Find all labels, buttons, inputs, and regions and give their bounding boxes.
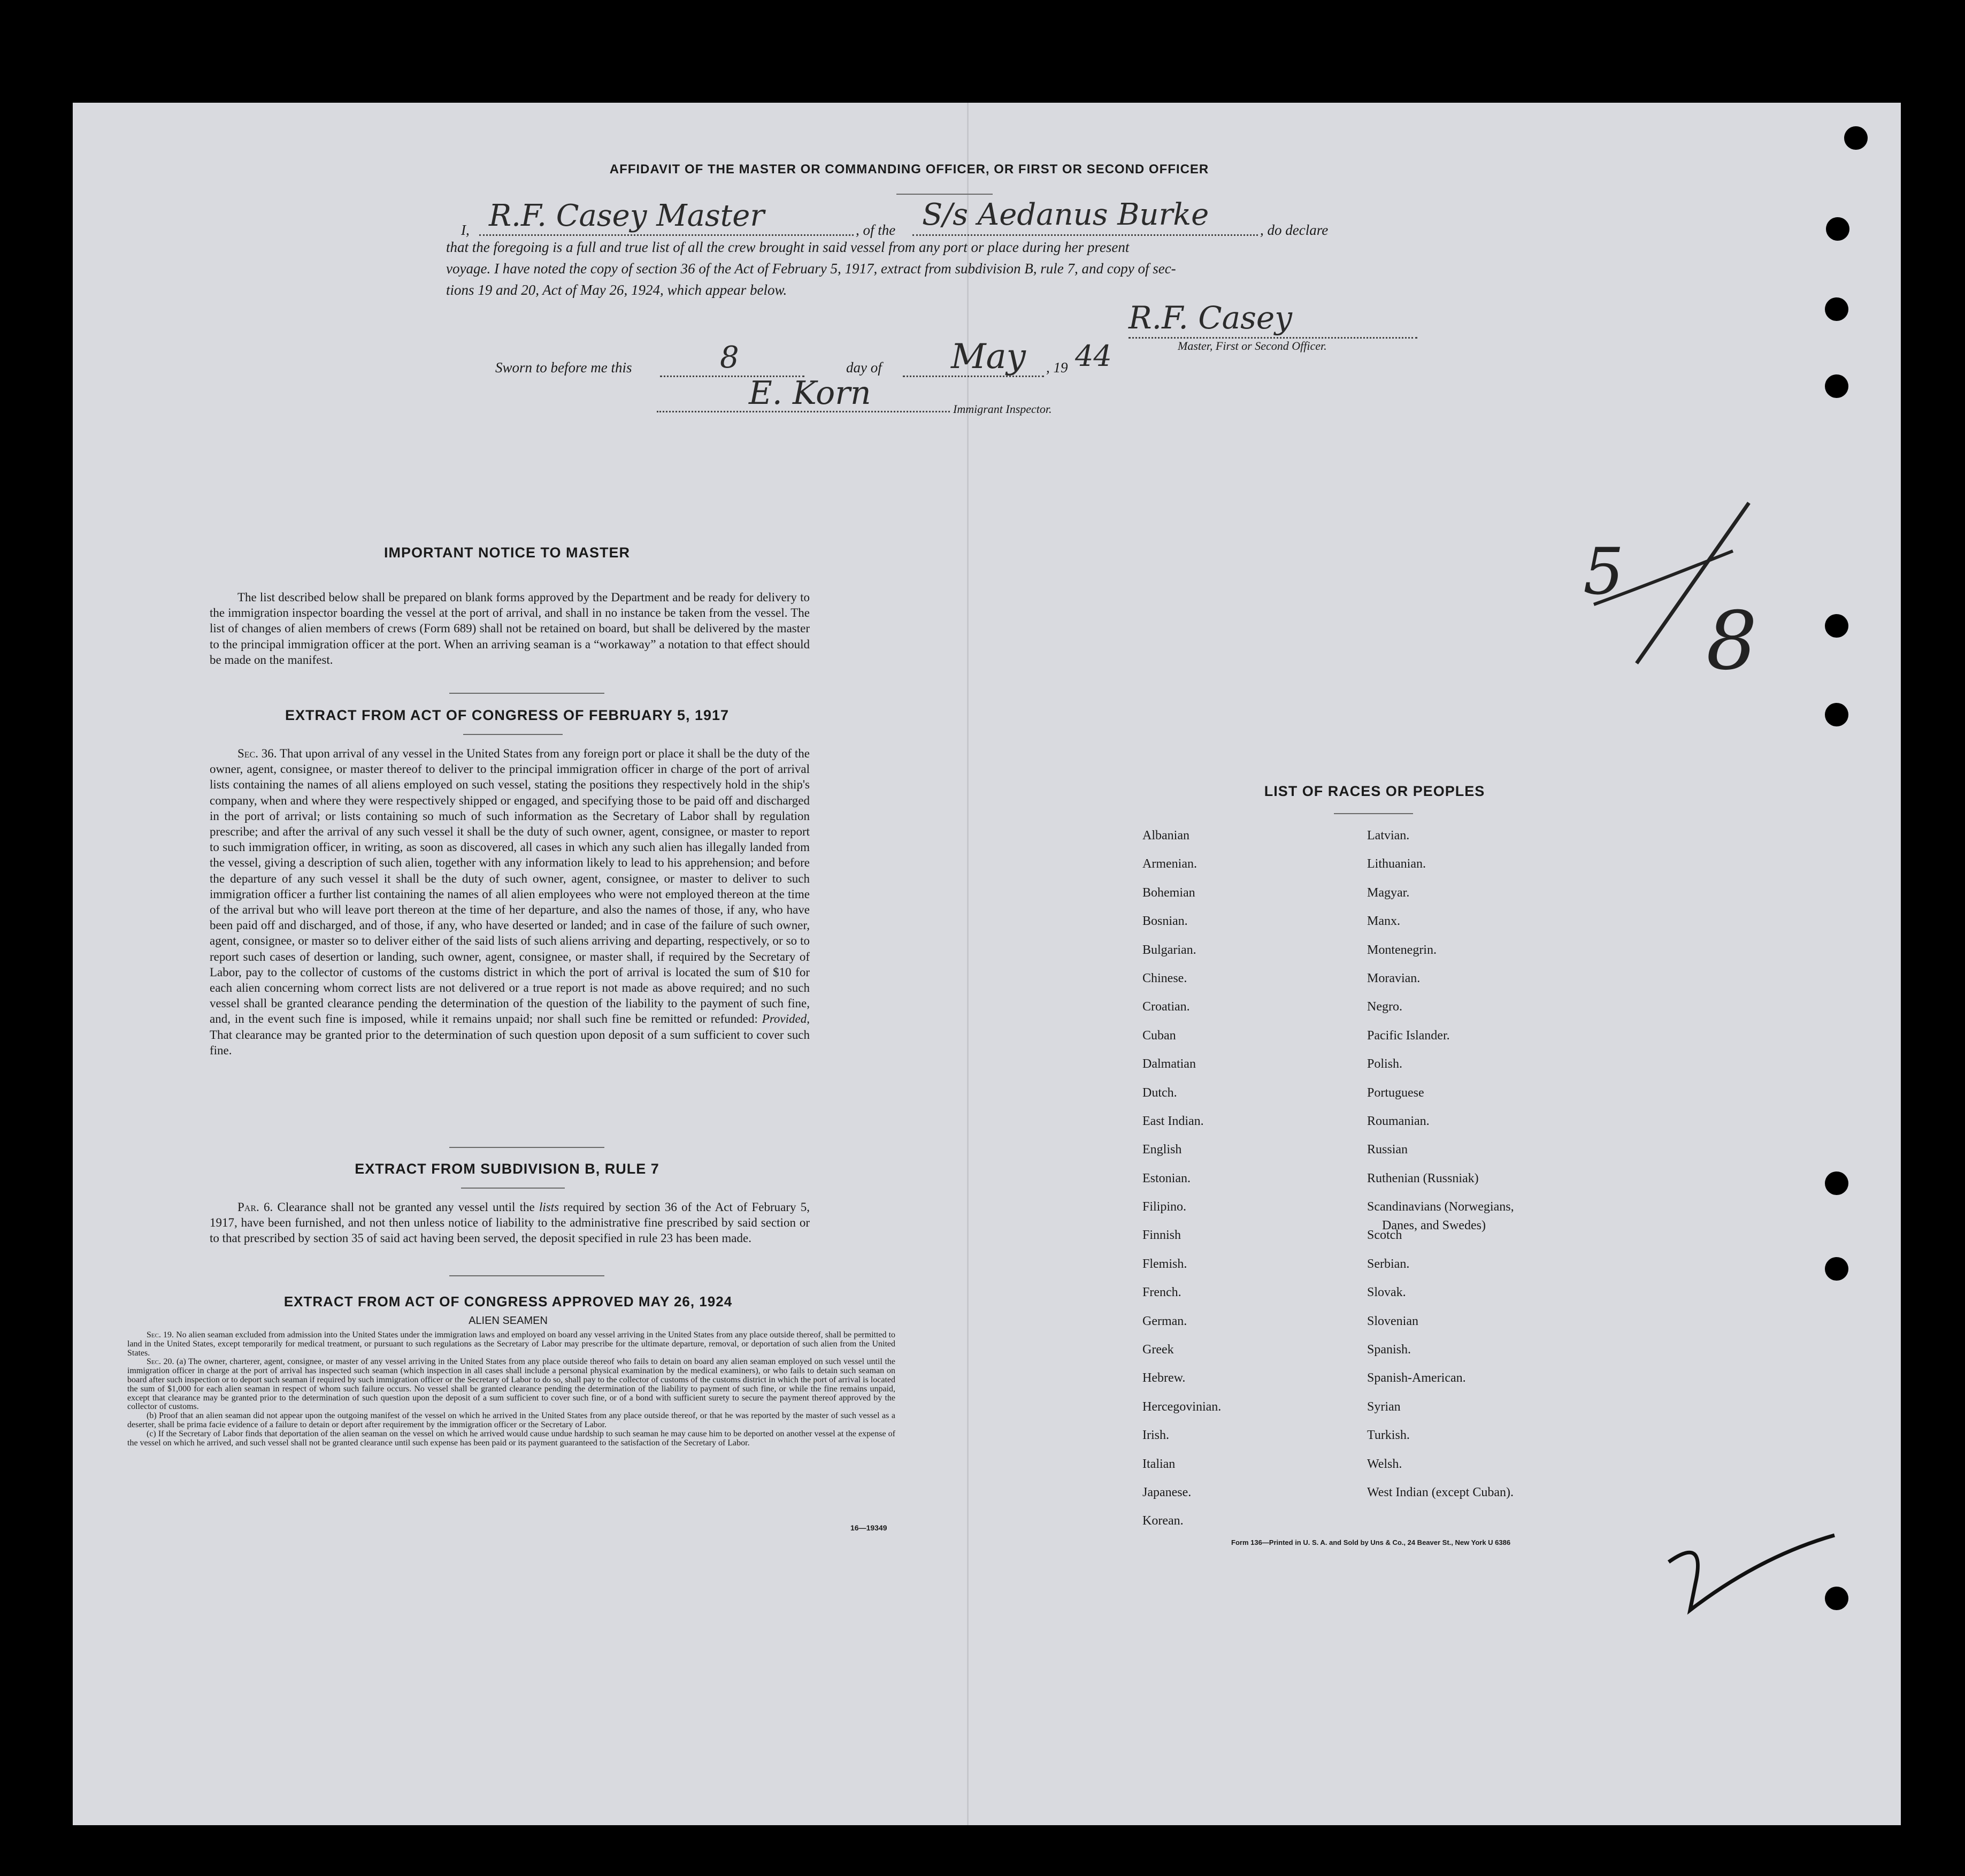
sworn-prefix: Sworn to before me this <box>495 359 632 376</box>
races-title: LIST OF RACES OR PEOPLES <box>1264 783 1485 799</box>
race-item: Finnish <box>1142 1228 1181 1243</box>
section-label: Sec. 36. <box>237 747 277 760</box>
race-item: Russian <box>1367 1143 1408 1157</box>
extract-1917-title: EXTRACT FROM ACT OF CONGRESS OF FEBRUARY 5, 1917 <box>285 707 730 723</box>
sworn-day: 8 <box>720 340 739 375</box>
extract-1924-title: EXTRACT FROM ACT OF CONGRESS APPROVED MAY 26, 1924 <box>283 1293 733 1310</box>
handwritten-fraction <box>1572 492 1797 685</box>
race-item: Bulgarian. <box>1142 943 1196 957</box>
divider <box>449 1147 604 1148</box>
race-item: Slovenian <box>1367 1314 1418 1328</box>
race-item: Estonian. <box>1142 1171 1191 1185</box>
race-item: Flemish. <box>1142 1257 1187 1271</box>
divider <box>449 693 604 694</box>
declaration-line: voyage. I have noted the copy of section 36 of the Act of February 5, 1917, extract from subdivision B, rule 7, and copy of sec- <box>446 261 1176 277</box>
race-item: Hercegovinian. <box>1142 1399 1222 1414</box>
race-item: Syrian <box>1367 1399 1401 1414</box>
binder-hole <box>1826 217 1849 241</box>
vessel-name-handwritten: S/s Aedanus Burke <box>922 197 1209 232</box>
race-item: West Indian (except Cuban). <box>1367 1485 1514 1499</box>
inspector-caption: Immigrant Inspector. <box>953 402 1052 416</box>
race-item: Spanish-American. <box>1367 1371 1466 1385</box>
race-item: Albanian <box>1142 829 1189 843</box>
race-item: Welsh. <box>1367 1457 1402 1471</box>
race-item: Croatian. <box>1142 1000 1190 1014</box>
race-item: Bohemian <box>1142 885 1195 900</box>
extract-rule7-text: Par. 6. Clearance shall not be granted any vessel until the lists required by section 36 of the Act of February 5, 1917, have been furnished, and not then unless notice of liability to the administrative fine prescribed by said section or to that prescribed by section 35 of said act having been served, the deposit specified in rule 23 has been made. <box>210 1200 810 1245</box>
race-item: Italian <box>1142 1457 1176 1471</box>
extract-1924-text: Sec. 19. No alien seaman excluded from admission into the United States under the immigration laws and employed on board any vessel arriving in the United States from any place outside thereof, shall be permitted to land in the United States, except temporarily for medical treatment, or pursuant to such regulations as the Secretary of Labor may prescribe for the ultimate departure, removal, or deportation of such alien from the United States. Sec. 20. (a) The owner, charterer, agent, consignee, or master of any vessel arriving in the United States from any place outside thereof who fails to detain on board any alien seaman employed on such vessel until the immigration officer in charge at the port of arrival has inspected such seaman (which inspection in all cases shall include a personal physical examination by the medical examiners), or who fails to detain such seaman on board after such inspection or to deport such seaman if required by such immigration officer or the Secretary of Labor to do so, shall pay to the collector of customs of the customs district in which the port of arrival is located the sum of $1,000 for each alien seaman in respect of whom such failure occurs. No vessel shall be granted clearance pending the determination of the liability to payment of such fine, or while the fine remains unpaid, except that clearance may be granted prior to the determination of such question upon the deposit of a sum sufficient to cover such fine, or of a bond with sufficient surety to secure the payment thereof approved by the collector of customs. (b) Proof that an alien seaman did not appear upon the outgoing manifest of the vessel on which he arrived in the United States from any place outside thereof, or that he was reported by the master of such vessel as a deserter, shall be prima facie evidence of a failure to detain or deport after requirement by the immigration officer or the Secretary of Labor. (c) If the Secretary of Labor finds that deportation of the alien seaman on the vessel on which he arrived would cause undue hardship to such seaman he may cause him to be deported on another vessel at the expense of the vessel on which he arrived, and such vessel shall not be granted clearance until such expense has been paid or its payment guaranteed to the satisfaction of the Secretary of Labor. <box>127 1330 896 1448</box>
extract-rule7-title: EXTRACT FROM SUBDIVISION B, RULE 7 <box>355 1161 659 1177</box>
race-item: Scotch <box>1367 1228 1402 1243</box>
race-item: Scandinavians (Norwegians, <box>1367 1200 1514 1214</box>
year-prefix: , 19 <box>1046 359 1068 376</box>
divider <box>896 194 993 195</box>
race-item: French. <box>1142 1285 1181 1300</box>
sworn-year: 44 <box>1075 339 1112 373</box>
divider <box>1334 813 1413 814</box>
race-item: English <box>1142 1143 1182 1157</box>
race-item: Montenegrin. <box>1367 943 1437 957</box>
printer-line: Form 136—Printed in U. S. A. and Sold by Uns & Co., 24 Beaver St., New York U 6386 <box>1231 1538 1511 1546</box>
do-declare-label: , do declare <box>1260 222 1329 238</box>
race-item: Polish. <box>1367 1057 1403 1071</box>
race-item: East Indian. <box>1142 1114 1204 1128</box>
sworn-month: May <box>951 337 1026 377</box>
race-item: Dutch. <box>1142 1085 1177 1100</box>
race-item: Negro. <box>1367 1000 1402 1014</box>
races-column-2 <box>1367 822 1514 1507</box>
race-item: Dalmatian <box>1142 1057 1196 1071</box>
pronoun: I, <box>461 222 470 238</box>
race-item: Armenian. <box>1142 857 1197 871</box>
race-item: Slovak. <box>1367 1285 1406 1300</box>
binder-hole <box>1825 297 1848 321</box>
affidavit-title: AFFIDAVIT OF THE MASTER OR COMMANDING OFFICER, OR FIRST OR SECOND OFFICER <box>609 162 1209 177</box>
binder-hole <box>1825 374 1848 398</box>
declaration-line: tions 19 and 20, Act of May 26, 1924, which appear below. <box>446 282 787 298</box>
race-item: Pacific Islander. <box>1367 1028 1450 1043</box>
binder-hole <box>1825 703 1848 726</box>
of-the-label: , of the <box>856 222 896 238</box>
inspector-signature: E. Korn <box>749 374 871 412</box>
race-item: Turkish. <box>1367 1428 1410 1443</box>
paragraph-label: Par. 6. <box>237 1200 273 1214</box>
declaration-line: that the foregoing is a full and true list of all the crew brought in said vessel from any port or place during her present <box>446 239 1130 255</box>
race-item: Korean. <box>1142 1514 1184 1528</box>
fraction-denominator: 8 <box>1706 595 1757 685</box>
master-signature: R.F. Casey <box>1129 300 1293 336</box>
race-item: Greek <box>1142 1343 1174 1357</box>
divider <box>461 1188 565 1189</box>
race-item: Ruthenian (Russniak) <box>1367 1171 1479 1185</box>
binder-hole <box>1825 1257 1848 1281</box>
race-item: Roumanian. <box>1367 1114 1430 1128</box>
extract-1924-subtitle: ALIEN SEAMEN <box>469 1315 548 1327</box>
race-item: Chinese. <box>1142 971 1187 985</box>
race-item: Hebrew. <box>1142 1371 1186 1385</box>
race-item: Manx. <box>1367 914 1400 929</box>
race-item: Moravian. <box>1367 971 1421 985</box>
binder-hole <box>1825 1171 1848 1195</box>
race-item: Spanish. <box>1367 1343 1411 1357</box>
notice-title: IMPORTANT NOTICE TO MASTER <box>384 545 630 561</box>
races-column-1 <box>1142 822 1221 1536</box>
master-caption: Master, First or Second Officer. <box>1178 339 1327 353</box>
binder-hole <box>1844 126 1868 150</box>
race-item: German. <box>1142 1314 1187 1328</box>
divider <box>449 1275 604 1276</box>
master-name-handwritten: R.F. Casey Master <box>489 198 765 233</box>
race-item: Lithuanian. <box>1367 857 1426 871</box>
extract-1917-text: Sec. 36. That upon arrival of any vessel in the United States from any foreign port or place it shall be the duty of the owner, agent, consignee, or master thereof to deliver to the principal immigration officer in charge of the port of arrival lists containing the names of all aliens employed on such vessel, stating the positions they respectively hold in the ship's company, when and where they were respectively shipped or engaged, and specifying those to be paid off and discharged in the port of arrival; or lists containing so much of such information as the Secretary of Labor shall by regulation prescribe; and after the arrival of any such vessel it shall be the duty of such owner, agent, consignee, or master to report to such immigration officer, in writing, as soon as discovered, all cases in which any such alien has illegally landed from the vessel, giving a description of such alien, together with any information likely to lead to his apprehension; and before the departure of any such vessel it shall be the duty of such owner, agent, consignee, or master to deliver to such immigration officer a further list containing the names of all alien employees who were not employed thereon at the time of the arrival but who will leave port thereon at the time of her departure, and also the names of those, if any, who have been paid off and discharged, and of those, if any, who have deserted or landed; and in case of the failure of such owner, agent, consignee, or master so to deliver either of the said lists of such aliens arriving and departing, respectively, or so to report such cases of desertion or landing, such owner, agent, consignee, or master shall, if required by the Secretary of Labor, pay to the collector of customs of the customs district in which the port of arrival is located the sum of $10 for each alien concerning whom correct lists are not delivered or a true report is not made as above required; and no such vessel shall be granted clearance pending the determination of the question of the liability to the payment of such fine, and, in the event such fine is imposed, while it remains unpaid; nor shall such fine be remitted or refunded: Provided, That clearance may be granted prior to the determination of such question upon deposit of a sum sufficient to cover such fine. <box>210 747 810 1057</box>
race-item: Cuban <box>1142 1028 1176 1043</box>
race-item: Serbian. <box>1367 1257 1410 1271</box>
form-code: 16—19349 <box>850 1523 887 1532</box>
race-item: Magyar. <box>1367 885 1410 900</box>
race-item: Portuguese <box>1367 1085 1424 1100</box>
notice-text: The list described below shall be prepared on blank forms approved by the Department and be ready for delivery to the immigration inspector boarding the vessel at the port of arrival, and shall in no instance be taken from the vessel. The list of changes of alien members of crews (Form 689) shall not be retained on board, but shall be delivered by the master to the principal immigration officer at the port. When an arriving seaman is a “workaway” a notation to that effect should be made on the manifest. <box>210 591 810 667</box>
fraction-numerator: 5 <box>1583 535 1624 609</box>
race-item: Japanese. <box>1142 1485 1192 1499</box>
race-item: Bosnian. <box>1142 914 1188 929</box>
checkmark-icon <box>1663 1525 1840 1621</box>
affidavit-declaration <box>446 197 1452 301</box>
race-item-continuation: Danes, and Swedes) <box>1382 1219 1486 1232</box>
race-item: Filipino. <box>1142 1200 1187 1214</box>
race-item: Irish. <box>1142 1428 1169 1443</box>
divider <box>463 734 563 735</box>
day-of-label: day of <box>846 359 882 376</box>
race-item: Latvian. <box>1367 829 1410 843</box>
binder-hole <box>1825 614 1848 638</box>
